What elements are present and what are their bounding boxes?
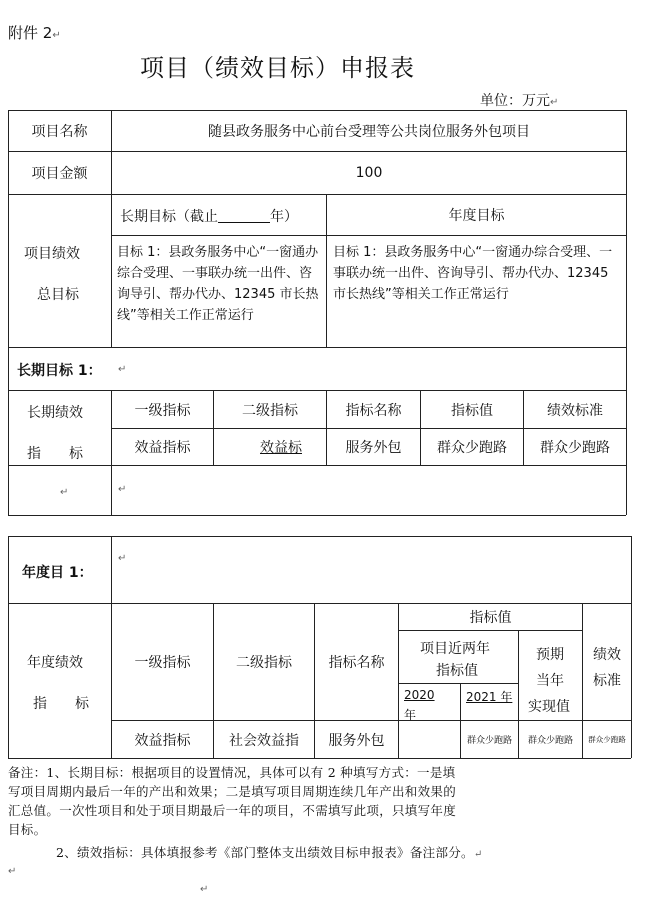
- long-term-goal-header: 长期目标（截止 年）: [120, 209, 298, 225]
- long-term-target-label: 长期目标 1：: [17, 363, 102, 379]
- note-2: 2、绩效指标：具体填报参考《部门整体支出绩效目标申报表》备注部分。↵: [56, 845, 483, 860]
- empty-cell-mark: ↵: [118, 484, 127, 495]
- header-value: 指标值: [451, 402, 493, 419]
- long-term-goal-text: 目标 1：县政务服务中心“一窗通办综合受理、一事联办统一出件、咨询导引、帮办代办、12345 市长热线”等相关工作正常运行: [117, 245, 319, 323]
- note-1: 备注：1、长期目标：根据项目的设置情况，具体可以有 2 种填写方式：一是填 写项目周期内最后一年的产出和效果；二是填写项目周期连续几年产出和效果的 汇总值。一次性项目和处于项目期最后一年的项目，不需填写此项，只填写年度 目标。: [8, 765, 457, 837]
- t2-header-name: 指标名称: [328, 655, 385, 671]
- annual-target-value: ↵: [118, 553, 127, 564]
- annual-goal-text: 目标 1：县政务服务中心“一窗通办综合受理、一事联办统一出件、咨询导引、帮办代办、12345 市长热线”等相关工作正常运行: [333, 245, 613, 302]
- paragraph-mark: ↵: [200, 884, 209, 895]
- t2-row-expect: 群众少跑路: [527, 736, 573, 746]
- t2-header-2021: 2021 年: [466, 690, 513, 704]
- unit-label: 单位：万元↵: [480, 93, 559, 109]
- annual-target-label: 年度目 1：: [22, 565, 93, 581]
- row-standard: 群众少跑路: [540, 440, 610, 456]
- t2-header-2020-year: 年: [404, 708, 417, 722]
- t2-row-standard: 群众少跑路: [588, 735, 626, 744]
- annual-indicator-label-line1: 年度绩效: [27, 655, 83, 671]
- project-amount-value: 100: [355, 165, 383, 181]
- t2-header-value: 指标值: [469, 610, 512, 626]
- t2-header-expect-line3: 实现值: [528, 699, 570, 715]
- paragraph-mark: ↵: [8, 866, 17, 877]
- row-level1: 效益指标: [134, 440, 191, 456]
- t2-header-std-line1: 绩效: [593, 647, 621, 663]
- annual-goal-header: 年度目标: [448, 208, 505, 224]
- t2-header-expect-line1: 预期: [536, 647, 564, 663]
- t2-header-expect-line2: 当年: [536, 673, 564, 689]
- header-level2: 二级指标: [242, 402, 298, 419]
- project-name-label: 项目名称: [31, 124, 88, 140]
- lt-indicator-label-line2: 指 标: [27, 446, 83, 462]
- t2-header-2020: 2020: [404, 688, 435, 702]
- t2-row-name: 服务外包: [328, 732, 385, 749]
- annual-indicator-label-line2: 指 标: [33, 696, 89, 712]
- t2-row-level1: 效益指标: [134, 732, 191, 749]
- t2-header-recent-line2: 指标值: [436, 663, 478, 679]
- row-name: 服务外包: [345, 440, 402, 456]
- perf-goal-label-line2: 总目标: [37, 287, 79, 303]
- t2-row-level2: 社会效益指: [229, 732, 299, 749]
- lt-indicator-label-line1: 长期绩效: [27, 405, 83, 421]
- t2-header-level2: 二级指标: [236, 655, 292, 671]
- project-name-value: 随县政务服务中心前台受理等公共岗位服务外包项目: [208, 124, 530, 140]
- row-value: 群众少跑路: [437, 440, 507, 456]
- t2-row-2021: 群众少跑路: [466, 736, 512, 746]
- page-title: 项目（绩效目标）申报表: [140, 54, 415, 82]
- header-level1: 一级指标: [134, 402, 191, 419]
- row-level2: 效益标: [260, 440, 302, 456]
- empty-cell-mark: ↵: [60, 487, 69, 498]
- t2-header-std-line2: 标准: [593, 673, 621, 689]
- t2-header-recent-line1: 项目近两年: [420, 641, 490, 657]
- header-standard: 绩效标准: [547, 402, 603, 419]
- attachment-label: 附件 2↵: [8, 24, 61, 42]
- perf-goal-label-line1: 项目绩效: [24, 246, 80, 262]
- long-term-target-value: ↵: [118, 364, 127, 375]
- project-amount-label: 项目金额: [31, 166, 88, 182]
- t2-header-level1: 一级指标: [134, 655, 191, 671]
- header-name: 指标名称: [345, 402, 402, 419]
